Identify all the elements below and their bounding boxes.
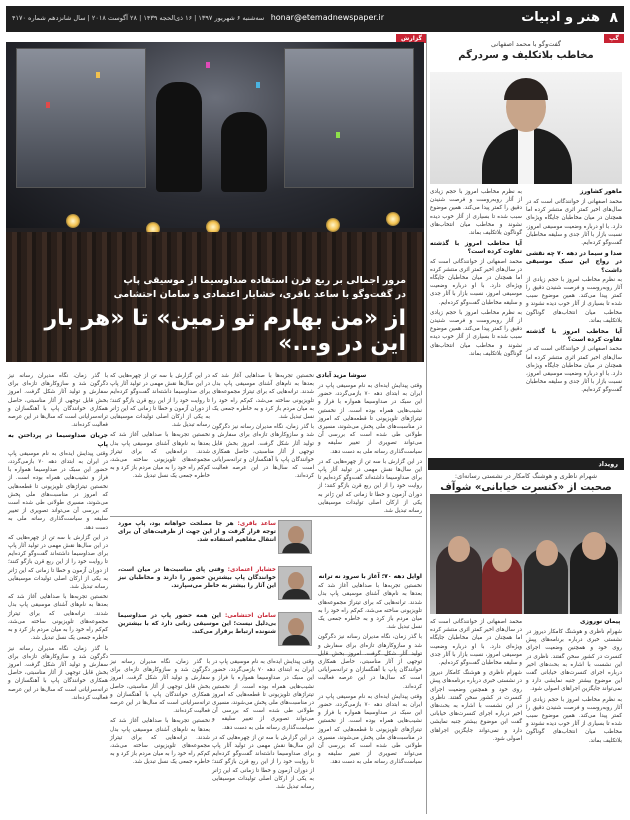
event-band: رویداد xyxy=(428,458,624,470)
press-conference-photo xyxy=(430,494,622,614)
interview-paragraph: به نظرم مخاطب امروز با حجم زیادی از آثار روبه‌روست و فرصت شنیدن دقیق را کمتر پیدا می‌کند. همین موضوع سبب شده تا بسیاری از آثار خوب دیده نشوند و مخاطب میان انتخاب‌های گوناگون بلاتکلیف بماند. xyxy=(430,309,522,357)
article-paragraph: در این گزارش با سه تن از چهره‌هایی که در این سال‌ها نقش مهمی در تولید آثار پاپ برای صداوسیما داشته‌اند گفت‌وگو کرده‌ایم تا روایت خود را از این ربع قرن بازگو کنند؛ از دوران آزمون و خطا تا زمانی که این ژانر به یکی از ارکان اصلی تولیدات موسیقایی رسانه تبدیل شد. xyxy=(8,534,108,591)
article-paragraph: نخستین تجربه‌ها با صداهایی آغاز شد که بعدها به نام‌های آشنای موسیقی پاپ بدل شدند. ترانه‌هایی که برای تیتراژ مجموعه‌های تلویزیونی ساخته می‌شد، کم‌کم راه خود را به میان مردم باز کرد و به خاطره جمعی یک نسل تبدیل شد. xyxy=(318,583,422,631)
article-column xyxy=(8,372,108,812)
interview-paragraph: به نظرم مخاطب امروز با حجم زیادی از آثار روبه‌روست و فرصت شنیدن دقیق را کمتر پیدا می‌کند. همین موضوع سبب شده تا بسیاری از آثار خوب دیده نشوند و مخاطب میان انتخاب‌های گوناگون بلاتکلیف بماند. xyxy=(430,189,522,237)
story-paragraph: شهرام ناظری و هوشنگ کامکار دیروز در نشستی خبری درباره برنامه‌های پیش روی خود و همچنین وضعیت اجرای کنسرت در کشور سخن گفتند. ناظری در این نشست با اشاره به بحث‌های اخیر درباره اجرای کنسرت‌های خیابانی گفت این موضوع بیشتر جنبه نمایشی دارد و نمی‌تواند جایگزین اجراهای اصولی شود. xyxy=(526,629,622,693)
article-paragraph: وقتی پیدایش ایده‌ای به نام موسیقی پاپ در ایران به ابتدای دهه ۷۰ بازمی‌گردد، حضور این سبک در صداوسیما همواره با فراز و نشیب‌هایی همراه بوده است. از نخستین تیتراژهای تلویزیونی تا قطعه‌هایی که امروز در مناسبت‌های ملی پخش می‌شوند، مسیری طولانی طی شده است که بررسی آن می‌تواند تصویری از تغییر سلیقه و سیاست‌گذاری رسانه ملی به دست دهد. xyxy=(318,693,422,766)
story-byline: پیمان نوروزی xyxy=(580,618,621,625)
article-column xyxy=(318,382,422,568)
quote-speaker: سامان احتشامی: xyxy=(224,613,276,619)
interview-paragraph: محمد اصفهانی از خوانندگانی است که در سال‌های اخیر کمتر اثری منتشر کرده اما همچنان در میان مخاطبان جایگاه ویژه‌ای دارد. با او درباره وضعیت موسیقی امروز، نسبت بازار با آثار جدی و سلیقه مخاطبان گفت‌وگو کرده‌ایم. xyxy=(526,346,622,394)
article-paragraph: با گذر زمان، نگاه مدیران رسانه نیز دگرگون شد و سازوکارهای تازه‌ای برای سفارش و تولید آثار شکل گرفت. امروز بخش قابل توجهی از آثار مناسبتی، حاصل همکاری خوانندگان پاپ با آهنگسازان و ترانه‌سرایانی است که سال‌ها در این عرصه فعالیت کرده‌اند. xyxy=(8,645,108,701)
section-title: هنر و ادبیات xyxy=(521,10,600,25)
mohammad-esfahani-portrait xyxy=(430,72,622,184)
interview-paragraph: محمد اصفهانی از خوانندگانی است که در سال‌های اخیر کمتر اثری منتشر کرده اما همچنان در میان مخاطبان جایگاه ویژه‌ای دارد. با او درباره وضعیت موسیقی امروز، نسبت بازار با آثار جدی و سلیقه مخاطبان گفت‌وگو کرده‌ایم. xyxy=(526,199,622,247)
quote-block xyxy=(118,520,276,544)
interview-column xyxy=(430,188,522,454)
quote-speaker: ساعد باقری: xyxy=(237,521,276,527)
page-header-bar xyxy=(6,6,624,32)
interview-title: مخاطب بلاتکلیف و سردرگم xyxy=(458,50,594,61)
performer-figure xyxy=(221,112,267,192)
performer-figure xyxy=(156,82,202,192)
saed-bagheri-photo xyxy=(278,520,312,554)
quote-block xyxy=(118,566,276,590)
divider xyxy=(110,516,422,517)
interview-header xyxy=(428,40,624,61)
confetti xyxy=(336,132,340,138)
article-paragraph: نخستین تجربه‌ها با صداهایی آغاز شد که بعدها به نام‌های آشنای موسیقی پاپ بدل شدند. ترانه‌هایی که برای تیتراژ مجموعه‌های تلویزیونی ساخته می‌شد، کم‌کم راه خود را به میان مردم باز کرد و به خاطره جمعی یک نسل تبدیل شد. xyxy=(8,594,108,642)
quote-text: هر جا مصلحت خواهانه بود، پاپ مورد توجه قرار گرفت و از این جهت از ظرفیت‌های آن برای انتقال مفاهیم استفاده شد. xyxy=(118,521,276,543)
story-title: صحبت از «کنسرت خیابانی» شوآف xyxy=(440,482,612,493)
column-divider xyxy=(426,34,427,814)
stage-light xyxy=(386,212,400,226)
article-column xyxy=(110,372,210,512)
confetti xyxy=(96,72,100,78)
stage-light xyxy=(326,218,340,232)
story-column xyxy=(526,628,622,812)
interview-paragraph: محمد اصفهانی از خوانندگانی است که در سال‌های اخیر کمتر اثری منتشر کرده اما همچنان در میان مخاطبان جایگاه ویژه‌ای دارد. با او درباره وضعیت موسیقی امروز، نسبت بازار با آثار جدی و سلیقه مخاطبان گفت‌وگو کرده‌ایم. xyxy=(429,258,522,306)
quote-text: وقتی پای مناسبت‌ها در میان است، خوانندگان پاپ بیشترین حضور را دارند و مخاطبان نیز این آثار را بیشتر به خاطر می‌سپارند. xyxy=(118,567,276,589)
section-email: honar@etemadnewspaper.ir xyxy=(270,13,384,22)
headline-kicker-2: در گفت‌وگو با ساعد باقری، خشایار اعتمادی و سامان احتشامی xyxy=(113,288,406,300)
story-paragraph: به نظرم مخاطب امروز با حجم زیادی از آثار روبه‌روست و فرصت شنیدن دقیق را کمتر پیدا می‌کند. همین موضوع سبب شده تا بسیاری از آثار خوب دیده نشوند و مخاطب میان انتخاب‌های گوناگون بلاتکلیف بماند. xyxy=(526,696,622,744)
interview-question: آیا مخاطب امروز با گذشته تفاوت کرده است؟ xyxy=(526,328,622,344)
headline-block xyxy=(26,274,406,357)
article-paragraph: وقتی پیدایش ایده‌ای به نام موسیقی پاپ در ایران به ابتدای دهه ۷۰ بازمی‌گردد، حضور این سبک در صداوسیما همواره با فراز و نشیب‌هایی همراه بوده است. از نخستین تیتراژهای تلویزیونی تا قطعه‌هایی که امروز در مناسبت‌های ملی پخش می‌شوند، مسیری طولانی طی شده است که بررسی آن می‌تواند تصویری از تغییر سلیقه و سیاست‌گذاری رسانه ملی به دست دهد. xyxy=(212,659,314,731)
interview-tag: گپ xyxy=(604,34,624,43)
article-paragraph: وقتی پیدایش ایده‌ای به نام موسیقی پاپ در ایران به ابتدای دهه ۷۰ بازمی‌گردد، حضور این سبک در صداوسیما همواره با فراز و نشیب‌هایی همراه بوده است. از نخستین تیتراژهای تلویزیونی تا قطعه‌هایی که امروز در مناسبت‌های ملی پخش می‌شوند، مسیری طولانی طی شده است که بررسی آن می‌تواند تصویری از تغییر سلیقه و سیاست‌گذاری رسانه ملی به دست دهد. xyxy=(8,450,109,531)
confetti xyxy=(206,62,210,68)
issue-date: سه‌شنبه ۶ شهریور ۱۳۹۷ | ۱۶ ذی‌الحجه ۱۴۳۹ | ۲۸ آگوست ۲۰۱۸ | سال شانزدهم شماره ۴۱۷۰ xyxy=(12,14,265,22)
article-paragraph: در این گزارش با سه تن از چهره‌هایی که در این سال‌ها نقش مهمی در تولید آثار پاپ برای صداوسیما داشته‌اند گفت‌وگو کرده‌ایم تا روایت خود را از این ربع قرن بازگو کنند؛ از دوران آزمون و خطا تا زمانی که این ژانر به یکی از ارکان اصلی تولیدات موسیقایی رسانه تبدیل شد. xyxy=(318,458,422,515)
right-screen xyxy=(284,48,414,188)
article-column xyxy=(212,372,314,512)
quote-text: این همه حضور پاپ در صداوسیما بی‌دلیل نیست؛ این موسیقی زبانی دارد که با بیشترین شنونده ارتباط برقرار می‌کند. xyxy=(118,613,276,635)
stage-light xyxy=(66,214,80,228)
left-screen xyxy=(16,48,146,188)
interview-paragraph: به نظرم مخاطب امروز با حجم زیادی از آثار روبه‌روست و فرصت شنیدن دقیق را کمتر پیدا می‌کند. همین موضوع سبب شده تا بسیاری از آثار خوب دیده نشوند و مخاطب میان انتخاب‌های گوناگون بلاتکلیف بماند. xyxy=(526,276,622,324)
article-paragraph: با گذر زمان، نگاه مدیران رسانه نیز دگرگون شد و سازوکارهای تازه‌ای برای سفارش و تولید آثار شکل گرفت. امروز بخش قابل توجهی از آثار مناسبتی، حاصل همکاری خوانندگان پاپ با آهنگسازان و ترانه‌سرایانی است که سال‌ها در این عرصه فعالیت کرده‌اند. xyxy=(318,634,422,690)
confetti xyxy=(46,102,50,108)
quote-speaker: خشایار اعتمادی: xyxy=(227,567,276,573)
story-paragraph: محمد اصفهانی از خوانندگانی است که در سال‌های اخیر کمتر اثری منتشر کرده اما همچنان در میان مخاطبان جایگاه ویژه‌ای دارد. با او درباره وضعیت موسیقی امروز، نسبت بازار با آثار جدی و سلیقه مخاطبان گفت‌وگو کرده‌ایم. xyxy=(429,619,522,667)
main-byline: سوشا مزید آبادی xyxy=(316,372,367,379)
article-column xyxy=(318,570,422,810)
interview-byline: ماهور کشاورز xyxy=(580,188,622,195)
article-paragraph: نخستین تجربه‌ها با صداهایی آغاز شد که بعدها به نام‌های آشنای موسیقی پاپ بدل شدند. ترانه‌هایی که برای تیتراژ مجموعه‌های تلویزیونی ساخته می‌شد، کم‌کم راه خود را به میان مردم باز کرد و به خاطره جمعی یک نسل تبدیل شد. xyxy=(110,718,210,766)
headline-kicker: مرور اجمالی بر ربع قرن استفاده صداوسیما از موسیقی پاپ xyxy=(123,274,406,286)
article-column xyxy=(212,658,314,810)
interview-question: آیا مخاطب امروز با گذشته تفاوت کرده است؟ xyxy=(430,240,522,256)
article-paragraph: در این گزارش با سه تن از چهره‌هایی که در این سال‌ها نقش مهمی در تولید آثار پاپ برای صداوسیما داشته‌اند گفت‌وگو کرده‌ایم تا روایت خود را از این ربع قرن بازگو کنند؛ از دوران آزمون و خطا تا زمانی که این ژانر به یکی از ارکان اصلی تولیدات موسیقایی رسانه تبدیل شد. xyxy=(110,373,210,429)
confetti xyxy=(256,82,260,88)
article-column xyxy=(110,658,210,810)
saman-ehteshami-photo xyxy=(278,612,312,646)
khashayar-etemadi-photo xyxy=(278,566,312,600)
article-paragraph: با گذر زمان، نگاه مدیران رسانه نیز دگرگون شد و سازوکارهای تازه‌ای برای سفارش و تولید آثار شکل گرفت. امروز بخش قابل توجهی از آثار مناسبتی، حاصل همکاری خوانندگان پاپ با آهنگسازان و ترانه‌سرایانی است که سال‌ها در این عرصه فعالیت کرده‌اند. xyxy=(8,373,108,429)
article-paragraph: نخستین تجربه‌ها با صداهایی آغاز شد که بعدها به نام‌های آشنای موسیقی پاپ بدل شدند. ترانه‌هایی که برای تیتراژ مجموعه‌های تلویزیونی ساخته می‌شد، کم‌کم راه خود را به میان مردم باز کرد و به خاطره جمعی یک نسل تبدیل شد. xyxy=(212,373,314,421)
interview-question: صدا و سیما در دهه ۷۰ چه نقشی در رواج این سبک موسیقی داشت؟ xyxy=(526,250,623,274)
concert-photo xyxy=(6,42,424,362)
story-column xyxy=(430,618,522,812)
story-kicker: شهرام ناظری و هوشنگ کامکار در نشستی رسانه‌ای: xyxy=(454,472,598,480)
quote-block xyxy=(118,612,276,636)
subheading: اوایل دهه ۷۰؛ آغاز با سرود نه ترانه xyxy=(318,573,422,580)
article-paragraph: نخستین تجربه‌ها با صداهایی آغاز شد که بعدها به نام‌های آشنای موسیقی پاپ بدل شدند. ترانه‌هایی که برای تیتراژ مجموعه‌های تلویزیونی ساخته می‌شد، کم‌کم راه خود را به میان مردم باز کرد و به خاطره جمعی یک نسل تبدیل شد. xyxy=(110,432,210,480)
interview-kicker: گفت‌وگو با محمد اصفهانی xyxy=(490,40,561,48)
article-paragraph: با گذر زمان، نگاه مدیران رسانه نیز دگرگون شد و سازوکارهای تازه‌ای برای سفارش و تولید آثار شکل گرفت. امروز بخش قابل توجهی از آثار مناسبتی، حاصل همکاری خوانندگان پاپ با آهنگسازان و ترانه‌سرایانی است که سال‌ها در این عرصه فعالیت کرده‌اند. xyxy=(110,659,210,715)
subheading: جریان صداوسیما در پرداختن به پاپ xyxy=(8,432,108,448)
article-paragraph: وقتی پیدایش ایده‌ای به نام موسیقی پاپ در ایران به ابتدای دهه ۷۰ بازمی‌گردد، حضور این سبک در صداوسیما همواره با فراز و نشیب‌هایی همراه بوده است. از نخستین تیتراژهای تلویزیونی تا قطعه‌هایی که امروز در مناسبت‌های ملی پخش می‌شوند، مسیری طولانی طی شده است که بررسی آن می‌تواند تصویری از تغییر سلیقه و سیاست‌گذاری رسانه ملی به دست دهد. xyxy=(318,383,422,455)
interview-column xyxy=(526,198,622,454)
page-number: ۸ xyxy=(609,10,618,26)
article-paragraph: در این گزارش با سه تن از چهره‌هایی که در این سال‌ها نقش مهمی در تولید آثار پاپ برای صداوسیما داشته‌اند گفت‌وگو کرده‌ایم تا روایت خود را از این ربع قرن بازگو کنند؛ از دوران آزمون و خطا تا زمانی که این ژانر به یکی از ارکان اصلی تولیدات موسیقایی رسانه تبدیل شد. xyxy=(212,734,314,791)
article-paragraph: با گذر زمان، نگاه مدیران رسانه نیز دگرگون شد و سازوکارهای تازه‌ای برای سفارش و تولید آثار شکل گرفت. امروز بخش قابل توجهی از آثار مناسبتی، حاصل همکاری خوانندگان پاپ با آهنگسازان و ترانه‌سرایانی است که سال‌ها در این عرصه فعالیت کرده‌اند. xyxy=(212,424,314,480)
main-headline: از «من بهارم تو زمین» تا «هر بار این در و...» xyxy=(44,306,406,356)
report-tag: گزارش xyxy=(396,34,427,43)
story-paragraph: شهرام ناظری و هوشنگ کامکار دیروز در نشستی خبری درباره برنامه‌های پیش روی خود و همچنین وضعیت اجرای کنسرت در کشور سخن گفتند. ناظری در این نشست با اشاره به بحث‌های اخیر درباره اجرای کنسرت‌های خیابانی گفت این موضوع بیشتر جنبه نمایشی دارد و نمی‌تواند جایگزین اجراهای اصولی شود. xyxy=(430,670,522,742)
